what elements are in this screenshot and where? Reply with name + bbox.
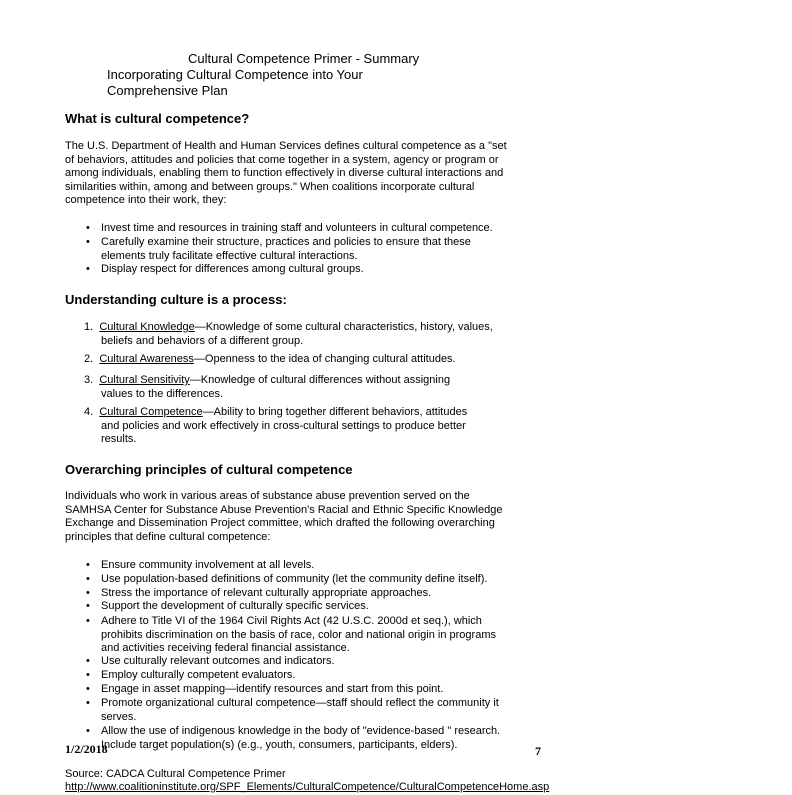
list-item: [101, 683, 443, 697]
bullet-dot: •: [86, 263, 90, 275]
section3-paragraph: [65, 490, 502, 544]
bullet-dot: •: [86, 669, 90, 681]
list-item-text: Stress the importance of relevant culturally appropriate approaches.: [101, 587, 432, 599]
section-heading-what-is: What is cultural competence?: [65, 111, 250, 126]
process-item-2: [84, 353, 456, 367]
list-item-text: Engage in asset mapping—identify resources and start from this point.: [101, 683, 444, 695]
list-item: [101, 236, 471, 263]
list-item-text: Employ culturally competent evaluators.: [101, 669, 296, 681]
source-link[interactable]: http://www.coalitioninstitute.org/SPF_Elements/CulturalCompetence/CulturalCompetenceHome.asp: [65, 781, 550, 793]
bullet-dot: •: [86, 655, 90, 667]
process-item-4: [84, 406, 467, 447]
section-heading-principles: Overarching principles of cultural competence: [65, 462, 353, 477]
bullet-dot: •: [86, 222, 90, 234]
list-item: [101, 587, 431, 601]
section-heading-understanding: Understanding culture is a process:: [65, 292, 287, 307]
item-number: 4.: [84, 406, 94, 418]
paragraph-line: principles that define cultural competence:: [65, 530, 271, 543]
paragraph-line: among individuals, enabling them to function effectively in diverse cultural interactions and: [65, 167, 504, 180]
bullet-dot: •: [86, 573, 90, 585]
list-item-text: Promote organizational cultural competence—staff should reflect the community it: [101, 697, 499, 709]
title-line-2: Incorporating Cultural Competence into Your: [107, 67, 363, 82]
item-text: and policies and work effectively in cross-cultural settings to produce better: [101, 419, 466, 432]
list-item-text: and activities receiving federal financial assistance.: [101, 642, 350, 655]
title-line-1: Cultural Competence Primer - Summary: [188, 51, 420, 66]
bullet-dot: •: [86, 615, 90, 627]
list-item: [101, 615, 496, 656]
list-item-text: serves.: [101, 710, 137, 723]
paragraph-line: of behaviors, attitudes and policies that come together in a system, agency or program or: [65, 153, 499, 166]
footer-date: 1/2/2018: [65, 742, 108, 756]
item-number: 2.: [84, 353, 94, 365]
bullet-dot: •: [86, 587, 90, 599]
list-item-text: elements truly facilitate effective cultural interactions.: [101, 249, 358, 262]
list-item: [101, 655, 335, 669]
paragraph-line: Exchange and Dissemination Project committee, which drafted the following overarching: [65, 517, 495, 530]
section1-paragraph: [65, 140, 507, 208]
list-item-text: prohibits discrimination on the basis of race, color and national origin in programs: [101, 628, 496, 641]
bullet-dot: •: [86, 697, 90, 709]
list-item-text: Use culturally relevant outcomes and indicators.: [101, 655, 335, 667]
list-item-text: Allow the use of indigenous knowledge in the body of "evidence-based " research.: [101, 725, 501, 737]
bullet-dot: •: [86, 559, 90, 571]
list-item-text: Adhere to Title VI of the 1964 Civil Rights Act (42 U.S.C. 2000d et seq.), which: [101, 615, 482, 627]
item-text: —Knowledge of cultural differences without assigning: [189, 374, 451, 386]
process-item-1: [84, 321, 493, 348]
term-cultural-knowledge: Cultural Knowledge: [99, 321, 195, 333]
process-item-3: [84, 374, 450, 401]
term-cultural-awareness: Cultural Awareness: [99, 353, 194, 365]
bullet-dot: •: [86, 600, 90, 612]
list-item: [101, 263, 364, 277]
list-item: [101, 559, 314, 573]
paragraph-line: Individuals who work in various areas of substance abuse prevention served on the: [65, 490, 470, 502]
item-text: beliefs and behaviors of a different group.: [101, 334, 304, 347]
list-item-text: Ensure community involvement at all levels.: [101, 559, 315, 571]
item-number: 1.: [84, 321, 94, 333]
list-item: [101, 725, 500, 752]
item-number: 3.: [84, 374, 94, 386]
title-line-3: Comprehensive Plan: [107, 83, 228, 98]
list-item: [101, 697, 499, 724]
list-item-text: Carefully examine their structure, practices and policies to ensure that these: [101, 236, 471, 248]
term-cultural-competence: Cultural Competence: [99, 406, 203, 418]
list-item-text: Use population-based definitions of community (let the community define itself).: [101, 573, 488, 585]
list-item: [101, 669, 295, 683]
paragraph-line: similarities within, among and between groups." When coalitions incorporate cultural: [65, 180, 475, 193]
paragraph-line: competence into their work, they:: [65, 194, 227, 207]
list-item-text: Invest time and resources in training staff and volunteers in cultural competence.: [101, 222, 493, 234]
list-item-text: Include target population(s) (e.g., youth, consumers, participants, elders).: [101, 738, 458, 751]
item-text: —Openness to the idea of changing cultural attitudes.: [193, 353, 456, 365]
bullet-dot: •: [86, 725, 90, 737]
paragraph-line: SAMHSA Center for Substance Abuse Prevention's Racial and Ethnic Specific Knowledge: [65, 503, 503, 516]
bullet-dot: •: [86, 236, 90, 248]
list-item: [101, 573, 487, 587]
list-item: [101, 600, 369, 614]
item-text: results.: [101, 433, 137, 446]
item-text: —Knowledge of some cultural characteristics, history, values,: [194, 321, 493, 333]
list-item-text: Display respect for differences among cultural groups.: [101, 263, 364, 275]
list-item: [101, 222, 493, 236]
list-item-text: Support the development of culturally specific services.: [101, 600, 369, 612]
bullet-dot: •: [86, 683, 90, 695]
page-number: 7: [535, 744, 541, 758]
item-text: values to the differences.: [101, 387, 224, 400]
term-cultural-sensitivity: Cultural Sensitivity: [99, 374, 190, 386]
source-label: Source: CADCA Cultural Competence Primer: [65, 768, 286, 780]
item-text: —Ability to bring together different behaviors, attitudes: [202, 406, 468, 418]
paragraph-line: The U.S. Department of Health and Human Services defines cultural competence as a "set: [65, 140, 507, 152]
